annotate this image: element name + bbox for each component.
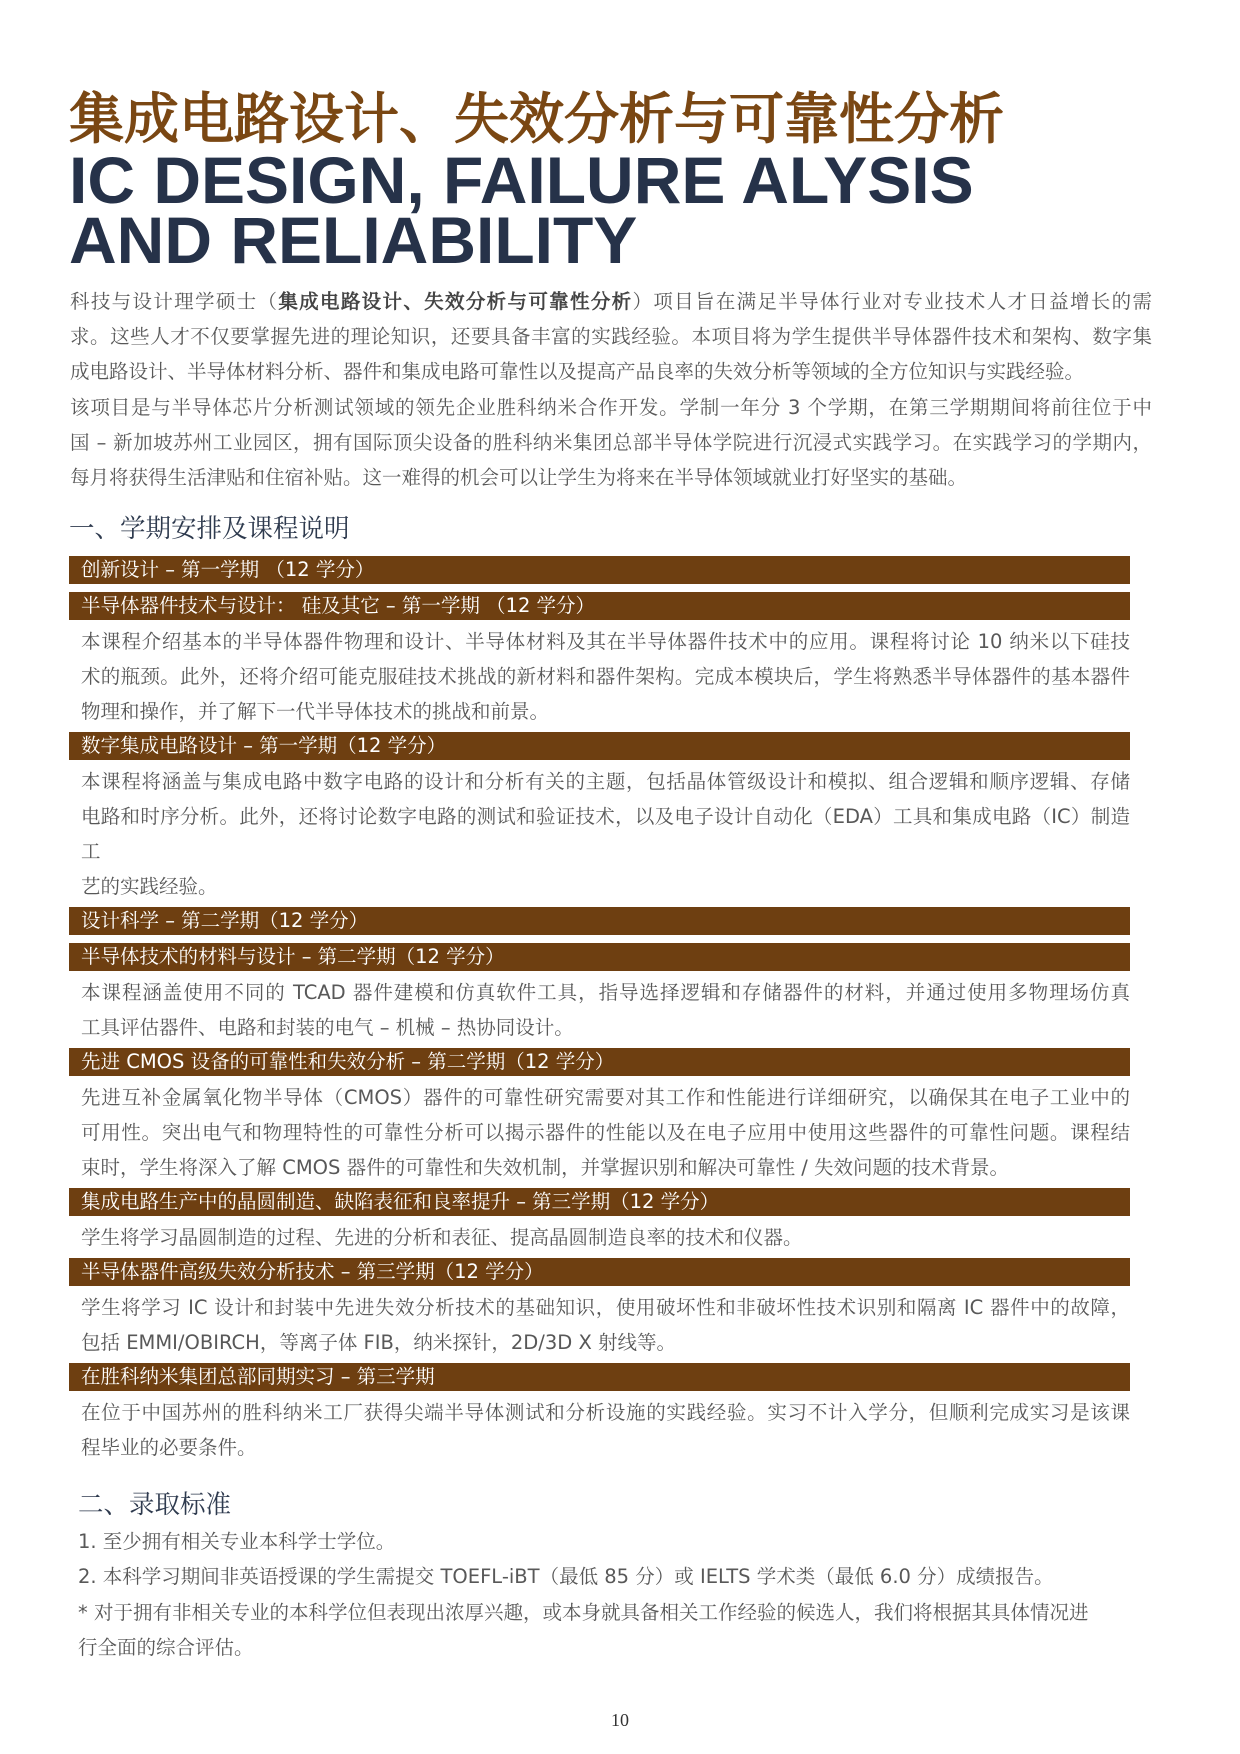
description-line: 学生将学习 IC 设计和封装中先进失效分析技术的基础知识，使用破坏性和非破坏性技术识别和隔离 IC 器件中的故障， (81, 1296, 1130, 1319)
intro-text: 科技与设计理学硕士（ (70, 290, 279, 313)
description-line: 包括 EMMI/OBIRCH，等离子体 FIB，纳米探针，2D/3D X 射线等。 (81, 1331, 677, 1354)
page-number: 10 (611, 1710, 629, 1730)
course-title-bar: 设计科学 – 第二学期（12 学分） (69, 907, 1130, 935)
description-line: 本课程将涵盖与集成电路中数字电路的设计和分析有关的主题，包括晶体管级设计和模拟、组合逻辑和顺序逻辑、存储 (81, 770, 1130, 793)
course-title-bar: 半导体技术的材料与设计 – 第二学期（12 学分） (69, 943, 1130, 971)
description-line: 本课程介绍基本的半导体器件物理和设计、半导体材料及其在半导体器件技术中的应用。课程将讨论 10 纳米以下硅技 (81, 630, 1130, 653)
intro-line: 成电路设计、半导体材料分析、器件和集成电路可靠性以及提高产品良率的失效分析等领域的全方位知识与实践经验。 (70, 360, 1085, 384)
description-line: 工具评估器件、电路和封装的电气 – 机械 – 热协同设计。 (81, 1016, 574, 1039)
intro-text: ）项目旨在满足半导体行业对专业技术人才日益增长的需 (632, 290, 1152, 313)
intro-line: 每月将获得生活津贴和住宿补贴。这一难得的机会可以让学生为将来在半导体领域就业打好坚实的基础。 (70, 466, 968, 490)
description-line: 艺的实践经验。 (81, 875, 218, 898)
english-title-line-2: AND RELIABILITY (69, 203, 638, 277)
course-list (69, 556, 1130, 1468)
chinese-title: 集成电路设计、失效分析与可靠性分析 (69, 87, 1005, 151)
description-line: 可用性。突出电气和物理特性的可靠性分析可以揭示器件的性能以及在电子应用中使用这些器件的可靠性问题。课程结 (81, 1121, 1130, 1144)
description-line: 本课程涵盖使用不同的 TCAD 器件建模和仿真软件工具，指导选择逻辑和存储器件的材料，并通过使用多物理场仿真 (81, 981, 1130, 1004)
section-heading-admission: 二、录取标准 (78, 1490, 232, 1520)
course-title-bar: 数字集成电路设计 – 第一学期（12 学分） (69, 732, 1130, 760)
intro-paragraph (70, 284, 1152, 495)
course-title-bar: 集成电路生产中的晶圆制造、缺陷表征和良率提升 – 第三学期（12 学分） (69, 1188, 1130, 1216)
description-line: 在位于中国苏州的胜科纳米工厂获得尖端半导体测试和分析设施的实践经验。实习不计入学分，但顺利完成实习是该课 (81, 1401, 1130, 1424)
description-line: 学生将学习晶圆制造的过程、先进的分析和表征、提高晶圆制造良率的技术和仪器。 (81, 1226, 803, 1249)
description-line: 先进互补金属氧化物半导体（CMOS）器件的可靠性研究需要对其工作和性能进行详细研究，以确保其在电子工业中的 (81, 1086, 1130, 1109)
criteria-note-line: * 对于拥有非相关专业的本科学位但表现出浓厚兴趣，或本身就具备相关工作经验的候选人，我们将根据其具体情况进 (78, 1600, 1089, 1624)
page-header (69, 87, 1179, 277)
course-description (81, 1220, 1130, 1255)
criteria-item: 1. 至少拥有相关专业本科学士学位。 (78, 1530, 396, 1553)
description-line: 程毕业的必要条件。 (81, 1436, 257, 1459)
description-line: 物理和操作，并了解下一代半导体技术的挑战和前景。 (81, 700, 550, 723)
criteria-item: 2. 本科学习期间非英语授课的学生需提交 TOEFL-iBT（最低 85 分）或 IELTS 学术类（最低 6.0 分）成绩报告。 (78, 1565, 1054, 1589)
criteria-note-line: 行全面的综合评估。 (78, 1635, 254, 1659)
description-line: 束时，学生将深入了解 CMOS 器件的可靠性和失效机制，并掌握识别和解决可靠性 / 失效问题的技术背景。 (81, 1156, 1010, 1179)
intro-line: 求。这些人才不仅要掌握先进的理论知识，还要具备丰富的实践经验。本项目将为学生提供半导体器件技术和架构、数字集 (70, 325, 1152, 349)
course-description (81, 624, 1130, 729)
course-title-bar: 创新设计 – 第一学期 （12 学分） (69, 556, 1130, 584)
course-title-bar: 先进 CMOS 设备的可靠性和失效分析 – 第二学期（12 学分） (69, 1048, 1130, 1076)
intro-line (70, 284, 1152, 319)
course-title-bar: 在胜科纳米集团总部同期实习 – 第三学期 (69, 1363, 1130, 1391)
description-line: 电路和时序分析。此外，还将讨论数字电路的测试和验证技术，以及电子设计自动化（EDA）工具和集成电路（IC）制造工 (81, 805, 1130, 863)
course-description (81, 1395, 1130, 1465)
intro-line: 国 – 新加坡苏州工业园区，拥有国际顶尖设备的胜科纳米集团总部半导体学院进行沉浸式实践学习。在实践学习的学期内， (70, 430, 1152, 454)
course-title-bar: 半导体器件高级失效分析技术 – 第三学期（12 学分） (69, 1258, 1130, 1286)
intro-line: 该项目是与半导体芯片分析测试领域的领先企业胜科纳米合作开发。学制一年分 3 个学期，在第三学期期间将前往位于中 (70, 395, 1152, 419)
section-heading-curriculum: 一、学期安排及课程说明 (69, 514, 350, 544)
course-description (81, 1080, 1130, 1185)
english-title-line-1: IC DESIGN, FAILURE ALYSIS (69, 143, 974, 217)
description-line: 术的瓶颈。此外，还将介绍可能克服硅技术挑战的新材料和器件架构。完成本模块后，学生将熟悉半导体器件的基本器件 (81, 665, 1130, 688)
admission-criteria-list (78, 1524, 1148, 1665)
program-name-bold: 集成电路设计、失效分析与可靠性分析 (278, 290, 633, 313)
course-description (81, 1290, 1130, 1360)
course-description (81, 975, 1130, 1045)
course-description (81, 764, 1130, 904)
course-title-bar: 半导体器件技术与设计： 硅及其它 – 第一学期 （12 学分） (69, 592, 1130, 620)
